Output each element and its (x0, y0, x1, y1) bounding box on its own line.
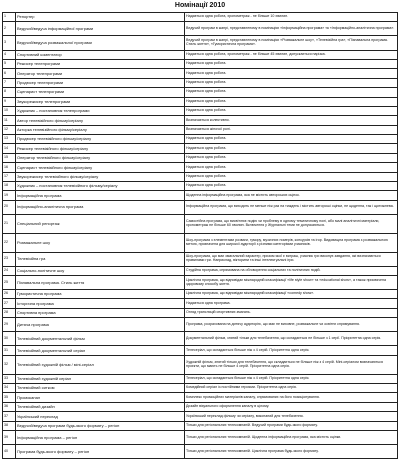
row-number-cell: 16 (3, 163, 16, 172)
table-row (3, 445, 398, 459)
table-row (3, 78, 398, 87)
nomination-name-cell: Український переклад (16, 412, 185, 421)
table-row (3, 214, 398, 233)
nomination-name-cell: Пізнавальна програма. Стиль життя (16, 276, 185, 290)
nomination-description-cell: Визначається колективно. (185, 116, 398, 125)
row-number-cell: 1 (3, 13, 16, 22)
nomination-name-cell: Програма будь-якого формату – регіон (16, 445, 185, 459)
table-row (3, 153, 398, 162)
table-row (3, 116, 398, 125)
nomination-description-cell: Надається одна робота. (185, 172, 398, 181)
nomination-name-cell: Телевізійний художній фільм / міні-серіал (16, 355, 185, 374)
row-number-cell: 13 (3, 135, 16, 144)
row-number-cell: 23 (3, 252, 16, 266)
row-number-cell: 37 (3, 412, 16, 421)
row-number-cell: 4 (3, 50, 16, 59)
nomination-name-cell: Соціально-політичне шоу (16, 266, 185, 275)
nomination-name-cell: Телевізійний документальний серіал (16, 346, 185, 355)
nomination-description-cell: Український переклад фільму чи серіалу, виконаний для телебачення. (185, 412, 398, 421)
row-number-cell: 10 (3, 106, 16, 115)
row-number-cell: 17 (3, 172, 16, 181)
table-row (3, 332, 398, 346)
row-number-cell: 12 (3, 125, 16, 134)
table-row (3, 22, 398, 36)
table-row (3, 346, 398, 355)
row-number-cell: 29 (3, 318, 16, 332)
row-number-cell: 11 (3, 116, 16, 125)
row-number-cell: 8 (3, 88, 16, 97)
nomination-name-cell: Телевізійний документальний фільм (16, 332, 185, 346)
table-row (3, 191, 398, 200)
nomination-description-cell: Ведучий програм в жанрі, представленому в номінаціях «Інформаційна програма» та «Інформаційно-аналітична програма». (185, 22, 398, 36)
table-row (3, 266, 398, 275)
nomination-name-cell: Дитяча програма (16, 318, 185, 332)
nomination-description-cell: Ведучий програм в жанрі, представленому в номінаціях «Розважальне шоу», «Телевізійна гра», «Пізнавальна програма. Стиль життя», «Гумористична програма». (185, 36, 398, 50)
nomination-description-cell: Надається одна робота. (185, 182, 398, 191)
table-row (3, 290, 398, 299)
row-number-cell: 15 (3, 153, 16, 162)
nomination-description-cell: Надається одна робота. (185, 78, 398, 87)
row-number-cell: 31 (3, 346, 16, 355)
table-row (3, 430, 398, 444)
nomination-name-cell: Телевізійний дизайн (16, 402, 185, 411)
row-number-cell: 20 (3, 200, 16, 214)
row-number-cell: 21 (3, 214, 16, 233)
nomination-name-cell: Сценарист телепрограми (16, 88, 185, 97)
table-row (3, 50, 398, 59)
nomination-description-cell: Надається одна робота. (185, 153, 398, 162)
nomination-name-cell: Телевізійний ситком (16, 384, 185, 393)
row-number-cell: 38 (3, 421, 16, 430)
nomination-name-cell: Продюсер телевізійного фільму/серіалу (16, 135, 185, 144)
table-row (3, 182, 398, 191)
table-row (3, 393, 398, 402)
row-number-cell: 40 (3, 445, 16, 459)
nomination-name-cell: Режисер телевізійного фільму/серіалу (16, 144, 185, 153)
nomination-description-cell: Шоу-програма, що має змагальний характер, призом якої є виграш, учасник гри виконує завдання, які визначаються правилами гри. Наприклад, вікторини та інші інтелектуальні ігри. (185, 252, 398, 266)
nomination-description-cell: Надається одна робота. (185, 69, 398, 78)
nomination-description-cell: Надається одна робота. (185, 106, 398, 115)
table-row (3, 13, 398, 22)
nomination-name-cell: Продюсер телепрограми (16, 78, 185, 87)
nomination-name-cell: Звукорежисер телевізійного фільму/серіалу (16, 172, 185, 181)
nomination-description-cell: Визначається жіночої ролі. (185, 125, 398, 134)
nomination-description-cell: Комплекс промоційних матеріалів каналу, спрямованих на його позиціонування. (185, 393, 398, 402)
table-row (3, 69, 398, 78)
nomination-description-cell: Надається одна робота, хронометраж - не більше 10 хвилин. (185, 13, 398, 22)
row-number-cell: 14 (3, 144, 16, 153)
table-row (3, 200, 398, 214)
table-row (3, 299, 398, 308)
nomination-description-cell: Надається одна робота. (185, 144, 398, 153)
nomination-description-cell: Шоу-програма з елементами розваги, гумору, музичних номерів, конкурсів та ігор. Видовищна програма з розважальною метою, призначена для широкої аудиторії з різними категоріями учасників. (185, 233, 398, 252)
row-number-cell: 6 (3, 69, 16, 78)
nomination-name-cell: Режисер телепрограми (16, 59, 185, 68)
table-row (3, 276, 398, 290)
nomination-name-cell: Інформаційно-аналітична програма (16, 200, 185, 214)
table-row (3, 233, 398, 252)
table-row (3, 106, 398, 115)
nomination-name-cell: Оператор телепрограми (16, 69, 185, 78)
table-row (3, 135, 398, 144)
nomination-name-cell: Автор телевізійного фільму/серіалу (16, 116, 185, 125)
table-row (3, 144, 398, 153)
nomination-description-cell: Телесеріал, що складається більше ніж з 4 серій. Пріоритетна одна серія. (185, 374, 398, 383)
row-number-cell: 25 (3, 276, 16, 290)
nomination-name-cell: Ведучий/ведуча інформаційної програми (16, 22, 185, 36)
row-number-cell: 35 (3, 393, 16, 402)
nomination-description-cell: Надається одна робота. (185, 135, 398, 144)
table-row (3, 421, 398, 430)
page-title: Номінації 2010 (174, 2, 226, 9)
nomination-description-cell: Надається одна робота. (185, 163, 398, 172)
nomination-name-cell: Промоканал (16, 393, 185, 402)
row-number-cell: 22 (3, 233, 16, 252)
nomination-description-cell: Тільки для регіональних телекомпаній. Ведучий програми будь-якого формату. (185, 421, 398, 430)
nomination-description-cell: Інформаційна програма, що виходить не менше ніж раз на тиждень і містить авторські оцінки, не щоденна, так і щотижнева. (185, 200, 398, 214)
table-row (3, 308, 398, 317)
nomination-description-cell: Самостійна програма, що висвітлює подію чи проблему в одному тематичному полі, або малі аналітичні матеріали, хронометраж не більше 60 хвилин. Включення у Журнальні теми не допускаються. (185, 214, 398, 233)
nomination-description-cell: Надається одна програма. (185, 299, 398, 308)
table-row (3, 412, 398, 421)
table-row (3, 163, 398, 172)
nomination-name-cell: Спортивний коментатор (16, 50, 185, 59)
row-number-cell: 27 (3, 299, 16, 308)
table-row (3, 252, 398, 266)
table-row (3, 172, 398, 181)
nominations-table (2, 12, 398, 459)
nomination-description-cell: Документальний фільм, знятий тільки для телебачення, що складається не більше з 1 серії. Пріоритетна одна серія. (185, 332, 398, 346)
nomination-name-cell: Інформаційна програма – регіон (16, 430, 185, 444)
table-row (3, 59, 398, 68)
nomination-name-cell: Спортивна програма (16, 308, 185, 317)
table-row (3, 36, 398, 50)
table-row (3, 318, 398, 332)
nomination-description-cell: Огляд трансляцій спортивних змагань. (185, 308, 398, 317)
nomination-name-cell: Інформаційна програма (16, 191, 185, 200)
nomination-description-cell: Комедійний серіал із постійними героями. Пріоритетна одна серія. (185, 384, 398, 393)
nomination-description-cell: Щоденна інформаційна програма, яка не містить авторських оцінок. (185, 191, 398, 200)
nomination-description-cell: Надається одна робота, хронометраж - не більше 45 хвилин, допускається нарізка. (185, 50, 398, 59)
nomination-name-cell: Акторка телевізійного фільму/серіалу (16, 125, 185, 134)
nomination-description-cell: Циклічна програма, що відповідає міжнародній класифікації «comedy show». (185, 290, 398, 299)
row-number-cell: 2 (3, 22, 16, 36)
nomination-description-cell: Програма, розрахована на дитячу аудиторію, що має не виховне, розважальне чи освітнє спрямування. (185, 318, 398, 332)
nomination-description-cell: Тільки для регіональних телекомпаній. Циклічна програма будь-якого формату. (185, 445, 398, 459)
nomination-description-cell: Циклічна програма, що відповідає міжнародній класифікації «life style show» та «educational show», а також присвячена здоровому способу життя. (185, 276, 398, 290)
table-row (3, 355, 398, 374)
table-row (3, 125, 398, 134)
row-number-cell: 18 (3, 182, 16, 191)
nomination-name-cell: Репортер (16, 13, 185, 22)
nomination-description-cell: Телесеріал, що складається більше ніж з 4 серій. Пріоритетна одна серія. (185, 346, 398, 355)
table-row (3, 374, 398, 383)
table-row (3, 88, 398, 97)
table-row (3, 384, 398, 393)
nomination-name-cell: Телевізійний художній серіал (16, 374, 185, 383)
nomination-name-cell: Ведучий/ведуча розважальної програми (16, 36, 185, 50)
row-number-cell: 24 (3, 266, 16, 275)
nomination-name-cell: Розважальне шоу (16, 233, 185, 252)
nomination-description-cell: Надається одна робота. (185, 97, 398, 106)
nomination-name-cell: Оператор телевізійного фільму/серіалу (16, 153, 185, 162)
nomination-name-cell: Звукорежисер телепрограми (16, 97, 185, 106)
row-number-cell: 5 (3, 59, 16, 68)
nomination-description-cell: Художній фільм, знятий тільки для телебачення, що складається не більше ніж з 4 серій. Міні-серіалом визначаються проєкти, що мають не більше 4 серій. Пріоритетна одна серія. (185, 355, 398, 374)
nomination-name-cell: Художник – постановник телевізійного фільму/серіалу (16, 182, 185, 191)
nomination-description-cell: Надається одна робота. (185, 88, 398, 97)
row-number-cell: 7 (3, 78, 16, 87)
nomination-name-cell: Ведучий/ведуча програми будь-якого формату – регіон (16, 421, 185, 430)
nomination-description-cell: Тільки для регіональних телекомпаній. Щоденна інформаційна програма, яка містить оцінки. (185, 430, 398, 444)
nomination-name-cell: Історична програма (16, 299, 185, 308)
row-number-cell: 36 (3, 402, 16, 411)
nomination-description-cell: Надається одна робота. (185, 59, 398, 68)
nomination-description-cell: Студійна програма, спрямована на обговорення соціальних та політичних подій. (185, 266, 398, 275)
nomination-description-cell: Дизайн візуального оформлення каналу в цілому. (185, 402, 398, 411)
row-number-cell: 39 (3, 430, 16, 444)
nomination-name-cell: Спеціальний репортаж (16, 214, 185, 233)
row-number-cell: 26 (3, 290, 16, 299)
row-number-cell: 28 (3, 308, 16, 317)
row-number-cell: 30 (3, 332, 16, 346)
row-number-cell: 34 (3, 384, 16, 393)
row-number-cell: 33 (3, 374, 16, 383)
nomination-name-cell: Художник – постановник телепрограми (16, 106, 185, 115)
table-row (3, 402, 398, 411)
row-number-cell: 3 (3, 36, 16, 50)
row-number-cell: 19 (3, 191, 16, 200)
table-row (3, 97, 398, 106)
nomination-name-cell: Гумористична програма (16, 290, 185, 299)
nomination-name-cell: Телевізійна гра (16, 252, 185, 266)
row-number-cell: 9 (3, 97, 16, 106)
nomination-name-cell: Сценарист телевізійного фільму/серіалу (16, 163, 185, 172)
row-number-cell: 32 (3, 355, 16, 374)
